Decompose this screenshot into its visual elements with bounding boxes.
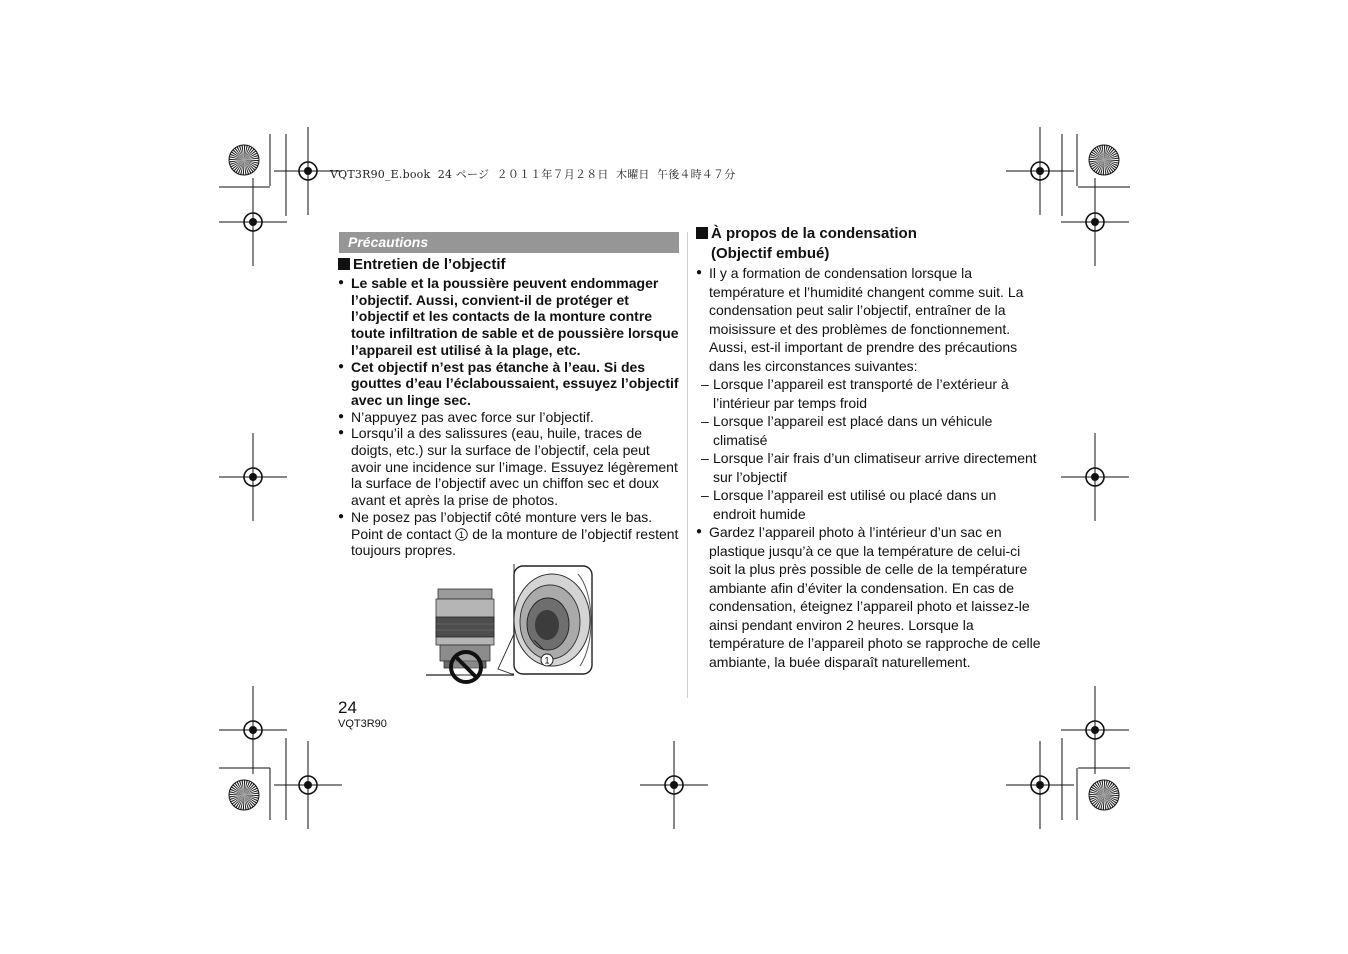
lens-care-list [338,275,682,559]
color-target-icon [1089,145,1119,175]
color-target-icon [229,145,259,175]
circled-marker-icon [455,528,468,541]
list-item: ● Ne posez pas l’objectif côté monture vers le bas. Point de contact 1 de la monture de l’objectif restent toujours propres. [338,509,682,559]
list-item: ● Lorsqu’il a des salissures (eau, huile, traces de doigts, etc.) sur la surface de l’objectif, cela peut avoir une incidence sur l’image. Essuyez légèrement la surface de l’objectif avec un chiffon sec et doux avant et après la prise de photos. [338,425,682,509]
registration-mark [1061,433,1129,521]
list-item: – Lorsque l’appareil est utilisé ou placé dans un endroit humide [696,486,1041,523]
registration-mark [219,433,287,521]
color-target-icon [229,780,259,810]
registration-mark [1061,686,1129,774]
registration-mark [640,741,708,829]
list-item: – Lorsque l’appareil est transporté de l’extérieur à l’intérieur par temps froid [696,375,1041,412]
list-item: ● N’appuyez pas avec force sur l’objectif. [338,409,682,426]
registration-mark [274,741,342,829]
list-item: ● Gardez l’appareil photo à l’intérieur d’un sac en plastique jusqu’à ce que la température de celui-ci soit la plus près possible de celle de la température ambiante afin d’éviter la condensation. En cas de condensation, éteignez l’appareil photo et laissez-le ainsi pendant environ 2 heures. Lorsque la température de l’appareil photo se rapproche de celle ambiante, la buée disparaît naturellement. [696,523,1041,671]
column-divider [687,232,688,698]
section-bar [339,232,679,253]
heading-lens-care: Entretien de l’objectif [338,255,506,275]
heading-condensation: À propos de la condensation (Objectif embué) [696,224,1046,264]
square-bullet-icon [696,227,708,239]
lens-mount-closeup [498,564,592,674]
lens-illustration [424,562,596,688]
square-bullet-icon [338,258,350,270]
list-item: ● Cet objectif n’est pas étanche à l’eau. Si des gouttes d’eau l’éclaboussaient, essuyez l’objectif avec un linge sec. [338,359,682,409]
prohibited-icon [451,652,481,682]
registration-mark [1061,178,1129,266]
list-item: ● Il y a formation de condensation lorsque la température et l’humidité changent comme suit. La condensation peut salir l’objectif, entraîner de la moisissure et des problèmes de fonctionnement. Aussi, est-il important de prendre des précautions dans les circonstances suivantes: [696,264,1041,375]
list-item: – Lorsque l’air frais d’un climatiseur arrive directement sur l’objectif [696,449,1041,486]
color-target-icon [1089,780,1119,810]
list-item: – Lorsque l’appareil est placé dans un véhicule climatisé [696,412,1041,449]
condensation-text [696,264,1041,671]
registration-mark [1006,741,1074,829]
registration-mark [219,686,287,774]
print-header: VQT3R90_E.book 24 ページ ２０１１年７月２８日 木曜日 午後４時４７分 [330,168,736,181]
doc-code: VQT3R90 [338,718,387,730]
page-number: 24 [338,698,357,717]
svg-text:1: 1 [459,529,465,540]
registration-mark [1006,127,1074,215]
list-item: ● Le sable et la poussière peuvent endommager l’objectif. Aussi, convient-il de protéger et l’objectif et les contacts de la monture contre toute infiltration de sable et de poussière lorsque l’appareil est utilisé à la plage, etc. [338,275,682,359]
registration-mark [219,178,287,266]
figure-marker: 1 [544,655,550,666]
section-title: Précautions [348,234,429,250]
